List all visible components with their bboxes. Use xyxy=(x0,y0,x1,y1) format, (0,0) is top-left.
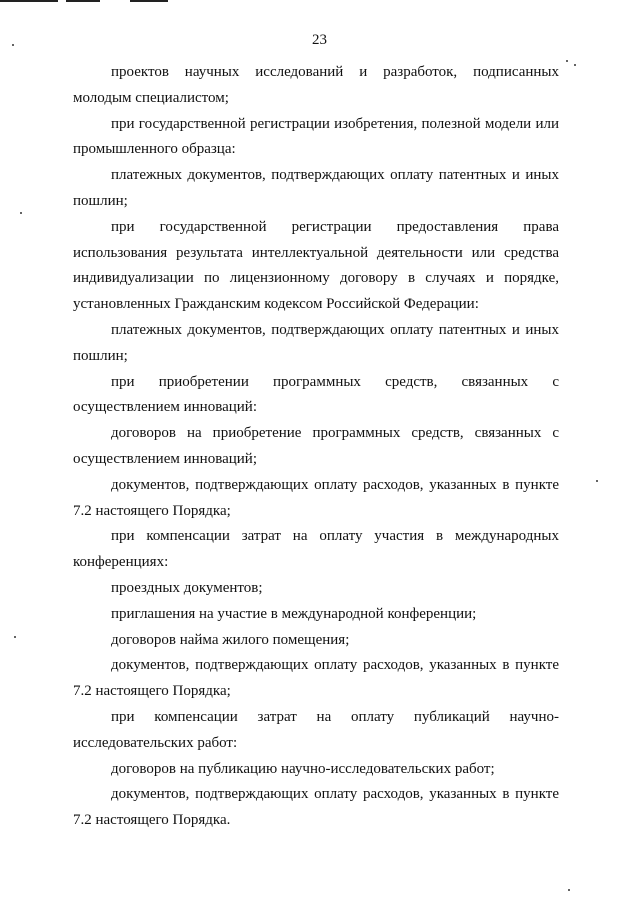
paragraph: платежных документов, подтверждающих оплату патентных и иных пошлин; xyxy=(73,321,559,364)
paragraph: при приобретении программных средств, связанных с осуществлением инноваций: xyxy=(73,373,559,416)
paragraph: при государственной регистрации изобретения, полезной модели или промышленного образца: xyxy=(73,115,559,158)
paragraph: приглашения на участие в международной конференции; xyxy=(111,605,477,622)
paragraph: платежных документов, подтверждающих оплату патентных и иных пошлин; xyxy=(73,167,559,209)
scan-speck xyxy=(566,60,568,62)
paragraph: проездных документов; xyxy=(111,579,263,596)
paragraph: при компенсации затрат на оплату публикаций научно-исследовательских работ: xyxy=(73,708,559,751)
paragraph: при компенсации затрат на оплату участия в международных конференциях: xyxy=(73,528,559,571)
paragraph: проектов научных исследований и разработок, подписанных молодым специалистом; xyxy=(73,64,559,106)
scan-speck xyxy=(14,636,16,638)
paragraph: документов, подтверждающих оплату расходов, указанных в пункте 7.2 настоящего Порядка; xyxy=(73,476,559,519)
scan-speck xyxy=(20,212,22,214)
scan-artifact xyxy=(66,0,100,2)
scan-artifact xyxy=(130,0,168,2)
scan-artifact xyxy=(0,0,58,2)
paragraph: договоров найма жилого помещения; xyxy=(111,631,350,648)
paragraph: договоров на публикацию научно-исследовательских работ; xyxy=(111,760,495,777)
scan-speck xyxy=(568,889,570,891)
document-body xyxy=(73,60,559,834)
scan-speck xyxy=(596,480,598,482)
paragraph: документов, подтверждающих оплату расходов, указанных в пункте 7.2 настоящего Порядка. xyxy=(73,786,559,829)
paragraph: договоров на приобретение программных средств, связанных с осуществлением инноваций; xyxy=(73,425,559,467)
paragraph: документов, подтверждающих оплату расходов, указанных в пункте 7.2 настоящего Порядка; xyxy=(73,657,559,700)
scan-speck xyxy=(574,64,576,66)
paragraph: при государственной регистрации предоставления права использования результата интеллектуальной деятельности или средства индивидуализации по лицензионному договору в случаях и порядке, установленных Гражданским кодексом Российской Федерации: xyxy=(73,218,559,313)
page-number: 23 xyxy=(312,32,327,48)
